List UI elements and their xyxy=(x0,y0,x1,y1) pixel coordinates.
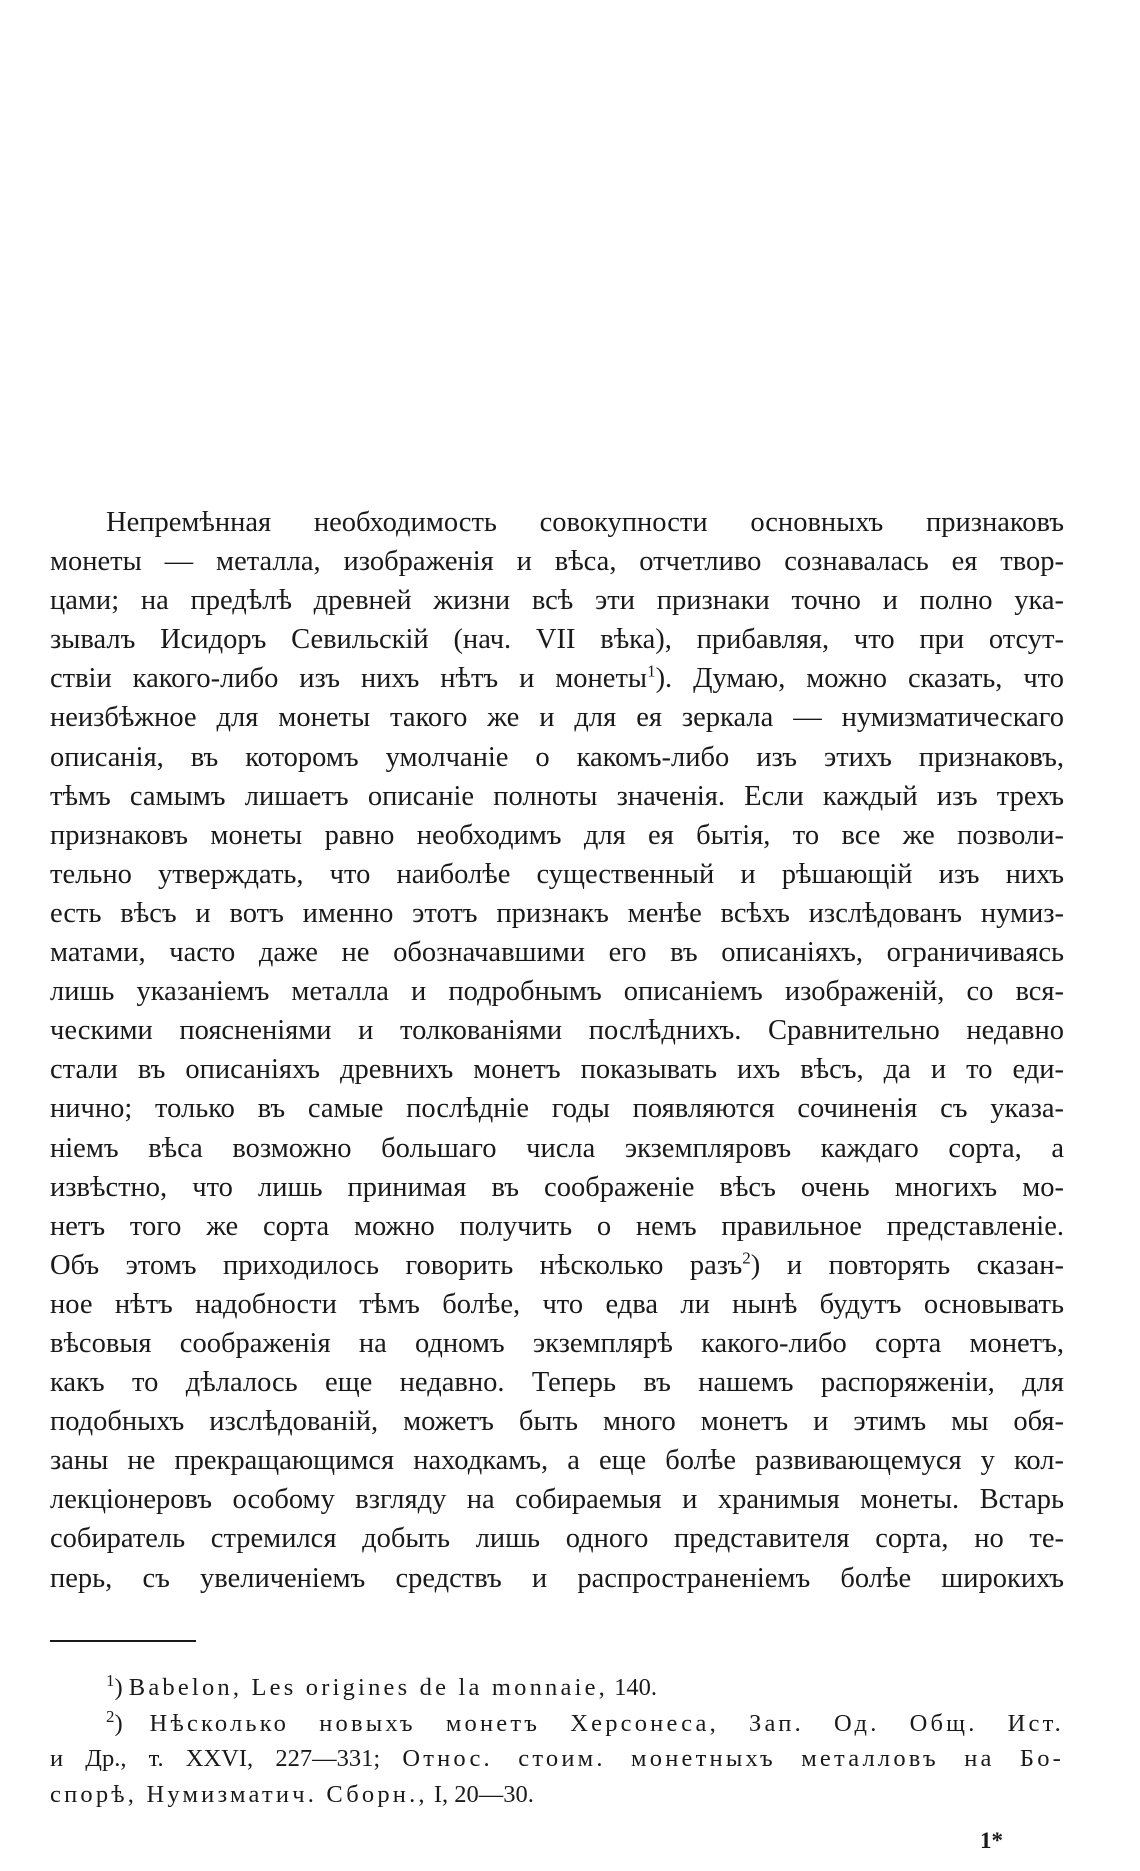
footnote-2-line-2 xyxy=(50,1741,1064,1777)
text-line: монеты — металла, изображенія и вѣса, отчетливо сознавалась ея твор- xyxy=(50,546,1064,578)
footnote-2-title: Нѣсколько новыхъ монетъ Херсонеса, Зап. Од. Общ. Ист. xyxy=(149,1709,1064,1737)
text-line: ческими поясненіями и толкованіями послѣднихъ. Сравнительно недавно xyxy=(50,1015,1064,1047)
footnote-1-page: 140. xyxy=(614,1674,657,1701)
text-line: лекціонеровъ особому взгляду на собираемыя и хранимыя монеты. Встарь xyxy=(50,1484,1064,1516)
text-line: матами, часто даже не обозначавшими его въ описаніяхъ, ограничиваясь xyxy=(50,937,1064,969)
text-line: тельно утверждать, что наиболѣе существенный и рѣшающій изъ нихъ xyxy=(50,858,1064,890)
text-line: Непремѣнная необходимость совокупности основныхъ признаковъ xyxy=(106,507,1064,538)
text-line: цами; на предѣлѣ древней жизни всѣ эти признаки точно и полно ука- xyxy=(50,585,1064,617)
text-line: описанія, въ которомъ умолчаніе о какомъ-либо изъ этихъ признаковъ, xyxy=(50,741,1064,773)
footnote-marker-1[interactable]: 1 xyxy=(647,661,656,681)
text-line: какъ то дѣлалось еще недавно. Теперь въ нашемъ распоряженіи, для xyxy=(50,1367,1064,1399)
footnote-marker-2[interactable]: 2 xyxy=(742,1248,751,1268)
main-paragraph xyxy=(50,503,1064,1598)
footnote-2-pages: I, 20—30. xyxy=(433,1780,534,1808)
footnotes xyxy=(50,1670,1064,1812)
text-segment: ). Думаю, можно сказать, что xyxy=(655,663,1064,695)
footnote-2-source-2: спорѣ, Нумизматич. Сборн., xyxy=(50,1780,428,1808)
text-line: собиратель стремился добыть лишь одного представителя сорта, но те- xyxy=(50,1523,1064,1555)
text-line: вѣсовыя соображенія на одномъ экземплярѣ какого-либо сорта монетъ, xyxy=(50,1327,1064,1359)
text-line: ніемъ вѣса возможно большаго числа экземпляровъ каждаго сорта, а xyxy=(50,1132,1064,1164)
text-line: заны не прекращающимся находкамъ, а еще болѣе развивающемуся у кол- xyxy=(50,1445,1064,1477)
text-line: тѣмъ самымъ лишаетъ описаніе полноты значенія. Если каждый изъ трехъ xyxy=(50,780,1064,812)
footnote-separator xyxy=(50,1640,196,1642)
text-line: нетъ того же сорта можно получить о немъ правильное представленіе. xyxy=(50,1210,1064,1242)
text-line: зывалъ Исидоръ Севильскій (нач. VII вѣка), прибавляя, что при отсут- xyxy=(50,624,1064,656)
text-segment: Объ этомъ приходилось говорить нѣсколько разъ xyxy=(50,1249,743,1281)
text-segment: ) и повторять сказан- xyxy=(750,1249,1064,1281)
footnote-number: 1 xyxy=(106,1670,115,1690)
text-line: подобныхъ изслѣдованій, можетъ быть много монетъ и этимъ мы обя- xyxy=(50,1406,1064,1438)
text-line-with-footnote-2 xyxy=(50,1246,1064,1285)
text-segment: ствіи какого-либо изъ нихъ нѣтъ и монеты xyxy=(50,663,648,695)
footnote-2-line-3 xyxy=(50,1777,1064,1813)
text-line: есть вѣсъ и вотъ именно этотъ признакъ менѣе всѣхъ изслѣдованъ нумиз- xyxy=(50,897,1064,929)
footnote-number: 2 xyxy=(106,1706,115,1726)
page-number: 1* xyxy=(980,1828,1003,1853)
text-line: извѣстно, что лишь принимая въ соображеніе вѣсъ очень многихъ мо- xyxy=(50,1171,1064,1203)
footnote-2-source: и Др., т. XXVI, 227—331; xyxy=(50,1745,381,1772)
text-line: неизбѣжное для монеты такого же и для ея зеркала — нумизматическаго xyxy=(50,702,1064,734)
footnote-1-citation: Babelon, Les origines de la monnaie, xyxy=(128,1674,608,1701)
footnote-2-line-1: $^2$) Нѣсколько новыхъ монетъ Херсонеса, Зап. Од. Общ. Ист. xyxy=(106,1706,1064,1737)
text-line-with-footnote-1 xyxy=(50,659,1064,698)
text-line: стали въ описаніяхъ древнихъ монетъ показывать ихъ вѣсъ, да и то еди- xyxy=(50,1054,1064,1086)
footnote-2-title-2: Относ. стоим. монетныхъ металловъ на Бо- xyxy=(402,1745,1065,1772)
footnote-1: $^1$) Babelon, Les origines de la monnaie, 140. xyxy=(106,1670,657,1701)
text-line: лишь указаніемъ металла и подробнымъ описаніемъ изображеній, со вся- xyxy=(50,976,1064,1008)
text-line: ное нѣтъ надобности тѣмъ болѣе, что едва ли нынѣ будутъ основывать xyxy=(50,1288,1064,1320)
text-line: признаковъ монеты равно необходимъ для ея бытія, то все же позволи- xyxy=(50,819,1064,851)
text-line: нично; только въ самые послѣдніе годы появляются сочиненія съ указа- xyxy=(50,1093,1064,1125)
text-line: перь, съ увеличеніемъ средствъ и распространеніемъ болѣе широкихъ xyxy=(50,1562,1064,1594)
